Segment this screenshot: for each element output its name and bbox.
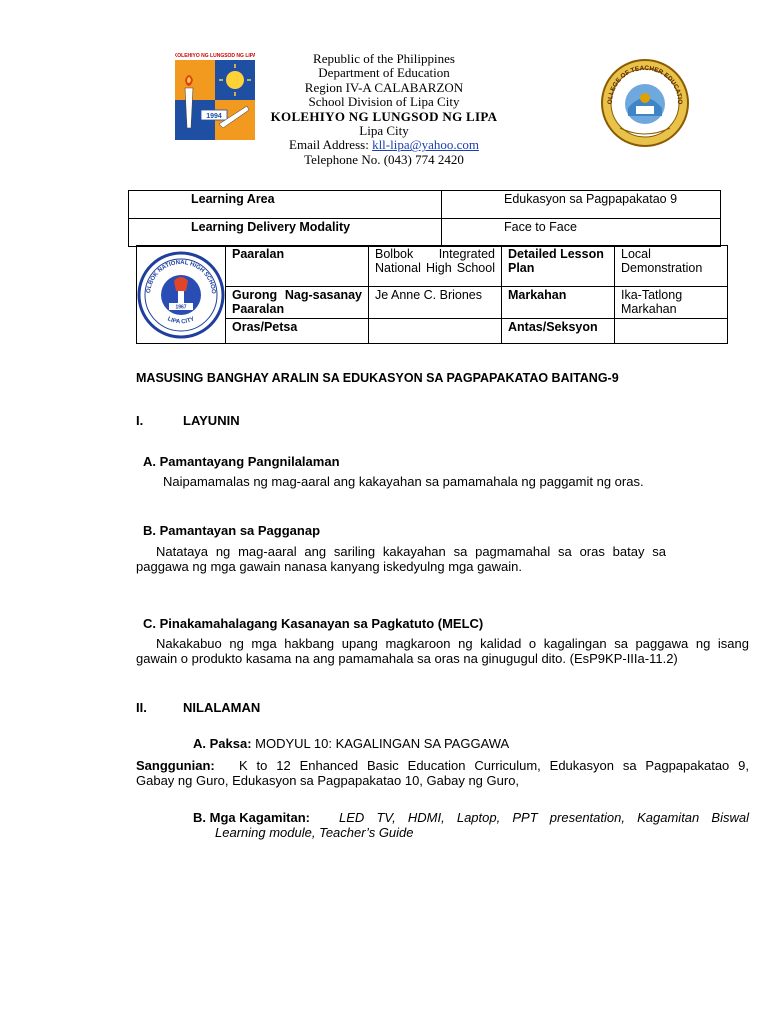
school-info-table [136, 245, 728, 344]
email-link[interactable]: kll-lipa@yahoo.com [372, 137, 479, 153]
section1-title: LAYUNIN [183, 413, 240, 428]
section2-number: II. [136, 700, 147, 715]
section1-number: I. [136, 413, 144, 428]
header-line1: Republic of the Philippines [313, 51, 455, 66]
section1-c-text1: Nakakabuo ng mga hakbang upang magkaroon ng kalidad o kagalingan sa paggawa ng isang [156, 636, 749, 651]
lesson-plan-title: MASUSING BANGHAY ARALIN SA EDUKASYON SA PAGPAPAKATAO BAITANG-9 [136, 371, 619, 385]
table-row [137, 319, 728, 344]
section1-b-text1: Natataya ng mag-aaral ang sariling kakayahan sa pagmamahal sa oras batay sa [156, 544, 666, 559]
learning-area-value: Edukasyon sa Pagpapakatao 9 [442, 191, 721, 219]
oras-label: Oras/Petsa [226, 319, 369, 344]
section1-c-text2: gawain o produkto kasama na ang pamamahala sa oras na ginugugul dito. (EsP9KP-IIIa-11.2) [136, 651, 678, 666]
sanggunian-line1 [136, 758, 749, 773]
antas-label: Antas/Seksyon [502, 319, 615, 344]
letterhead [0, 52, 768, 167]
header-email-line [0, 138, 768, 152]
table-row [137, 246, 728, 287]
section1-c-title: C. Pinakamahalagang Kasanayan sa Pagkatuto (MELC) [143, 616, 484, 631]
delivery-modality-value: Face to Face [442, 219, 721, 247]
learning-area-label: Learning Area [129, 191, 442, 219]
header-line2: Department of Education [318, 65, 450, 81]
kll-logo-year: 1994 [206, 113, 222, 120]
table-row [137, 287, 728, 319]
seal-cell [137, 246, 226, 344]
plan-label: Detailed Lesson Plan [502, 246, 615, 287]
table-row [129, 191, 721, 219]
header-phone: Telephone No. (043) 774 2420 [304, 151, 464, 167]
section1-b-title: B. Pamantayan sa Pagganap [143, 523, 321, 538]
section2-paksa [193, 736, 509, 751]
paaralan-label: Paaralan [226, 246, 369, 287]
seal-city: LIPA CITY [166, 316, 196, 326]
seal-text: OLBOK NATIONAL HIGH SCHOO [145, 259, 217, 295]
guro-label: Gurong Nag-sasanay Paaralan [226, 287, 369, 319]
markahan-label: Markahan [502, 287, 615, 319]
kagamitan-text2: Learning module, Teacher’s Guide [215, 825, 414, 840]
sanggunian-text1: K to 12 Enhanced Basic Education Curriculum, Edukasyon sa Pagpapakatao 9, [239, 758, 749, 773]
section1-a-text: Naipamamalas ng mag-aaral ang kakayahan sa pamamahala ng paggamit ng oras. [163, 474, 644, 489]
seal-year: 1967 [175, 304, 187, 311]
kagamitan-label: B. Mga Kagamitan: [193, 810, 311, 825]
section2-title: NILALAMAN [183, 700, 261, 715]
section1-b-text2: paggawa ng mga gawain nanasa kanyang iskedyulng mga gawain. [136, 559, 522, 574]
email-label: Email Address: [289, 137, 373, 153]
header-line4: School Division of Lipa City [308, 94, 460, 110]
header-college-name: KOLEHIYO NG LUNGSOD NG LIPA [270, 108, 498, 124]
sanggunian-text2: Gabay ng Guro, Edukasyon sa Pagpapakatao 10, Gabay ng Guro, [136, 773, 520, 788]
header-line3: Region IV-A CALABARZON [304, 79, 464, 95]
cte-logo-text: OLLEGE OF TEACHER EDUCATIO [606, 64, 684, 105]
kagamitan-text1: LED TV, HDMI, Laptop, PPT presentation, Kagamitan Biswal [339, 810, 749, 825]
paaralan-value-text: Bolbok Integrated National High School [375, 247, 495, 275]
section1-a-title: A. Pamantayang Pangnilalaman [143, 454, 340, 469]
info-table [128, 190, 721, 247]
table-row [129, 219, 721, 247]
plan-value: Local Demonstration [615, 246, 728, 287]
paksa-label: A. Paksa: [193, 736, 252, 751]
header-line6: Lipa City [359, 123, 409, 139]
markahan-value: Ika-Tatlong Markahan [615, 287, 728, 319]
antas-value [615, 319, 728, 344]
paaralan-value [369, 246, 502, 287]
delivery-modality-label: Learning Delivery Modality [129, 219, 442, 247]
kagamitan-line1 [193, 810, 749, 825]
guro-value: Je Anne C. Briones [369, 287, 502, 319]
kll-logo-text: KOLEHIYO NG LUNGSOD NG LIPA [175, 53, 255, 59]
sanggunian-label: Sanggunian: [136, 758, 215, 773]
paksa-value: MODYUL 10: KAGALINGAN SA PAGGAWA [251, 736, 510, 751]
oras-value [369, 319, 502, 344]
